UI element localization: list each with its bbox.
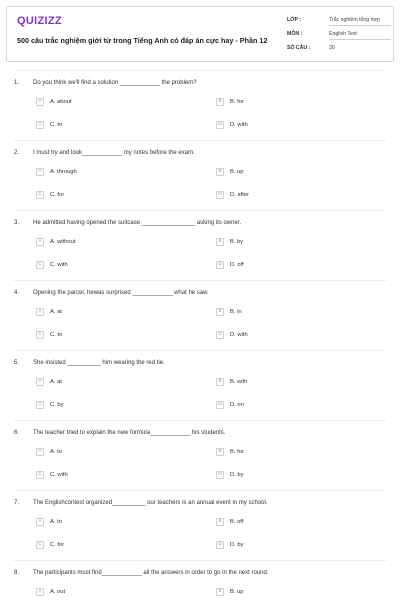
option-letter-box: B (216, 588, 224, 596)
question-text: I must try and look____________ my notes before the exam. (33, 150, 195, 156)
question-number: 1. (14, 80, 20, 86)
option-text: D. with (230, 332, 248, 338)
option-a[interactable] (36, 448, 62, 456)
option-letter-box: A (36, 518, 44, 526)
question-text: The teacher tried to explain the new formula____________ his students. (33, 430, 226, 436)
option-text: B. for (230, 449, 244, 455)
option-text: D. after (230, 192, 250, 198)
option-c[interactable] (36, 471, 68, 479)
option-b[interactable] (216, 588, 244, 596)
option-text: C. to (50, 122, 63, 128)
option-c[interactable] (36, 331, 62, 339)
option-d[interactable] (216, 401, 244, 409)
worksheet-title: 500 câu trắc nghiệm giới từ trong Tiếng Anh có đáp án cực hay - Phần 12 (17, 36, 268, 45)
option-a[interactable] (36, 98, 72, 106)
option-text: C. with (50, 472, 68, 478)
option-letter-box: A (36, 168, 44, 176)
option-c[interactable] (36, 401, 64, 409)
option-a[interactable] (36, 518, 62, 526)
option-letter-box: B (216, 308, 224, 316)
option-letter-box: C (36, 471, 44, 479)
option-text: D. by (230, 472, 244, 478)
option-text: B. by (230, 239, 244, 245)
option-letter-box: D (216, 121, 224, 129)
option-letter-box: B (216, 378, 224, 386)
option-a[interactable] (36, 378, 62, 386)
option-text: B. with (230, 379, 248, 385)
meta-row-subject (287, 29, 391, 43)
option-c[interactable] (36, 261, 68, 269)
question-item (0, 140, 400, 210)
option-letter-box: A (36, 448, 44, 456)
option-b[interactable] (216, 518, 243, 526)
option-a[interactable] (36, 238, 75, 246)
option-letter-box: C (36, 121, 44, 129)
option-c[interactable] (36, 191, 64, 199)
meta-value: English Test (329, 31, 391, 40)
option-letter-box: D (216, 331, 224, 339)
question-text: Opening the parcel, hewas surprised ____________ what he saw. (33, 290, 209, 296)
option-b[interactable] (216, 308, 242, 316)
option-letter-box: A (36, 378, 44, 386)
question-text: The Englishcontest organized__________ our teachers is an annual event in my school. (33, 500, 268, 506)
question-item (0, 560, 400, 600)
question-number: 7. (14, 500, 20, 506)
question-number: 4. (14, 290, 20, 296)
option-letter-box: C (36, 261, 44, 269)
divider (14, 70, 386, 71)
option-text: C. for (50, 192, 65, 198)
option-b[interactable] (216, 448, 244, 456)
option-text: D. with (230, 122, 248, 128)
question-text: Do you think we'll find a solution ____________ the problem? (33, 80, 197, 86)
option-c[interactable] (36, 541, 64, 549)
option-letter-box: D (216, 191, 224, 199)
option-text: A. to (50, 449, 62, 455)
divider (14, 420, 386, 421)
question-item (0, 70, 400, 140)
option-b[interactable] (216, 238, 243, 246)
option-a[interactable] (36, 588, 65, 596)
divider (14, 140, 386, 141)
question-number: 5. (14, 360, 20, 366)
option-text: A. without (50, 239, 76, 245)
question-number: 6. (14, 430, 20, 436)
option-letter-box: A (36, 308, 44, 316)
option-text: D. on (230, 402, 244, 408)
option-d[interactable] (216, 471, 244, 479)
divider (14, 210, 386, 211)
meta-info (287, 15, 391, 57)
option-d[interactable] (216, 261, 244, 269)
meta-row-count (287, 43, 391, 57)
option-letter-box: A (36, 98, 44, 106)
option-text: C. to (50, 332, 63, 338)
option-b[interactable] (216, 98, 244, 106)
option-text: B. off (230, 519, 244, 525)
option-text: A. out (50, 589, 66, 595)
divider (14, 490, 386, 491)
worksheet-header (6, 6, 394, 62)
option-letter-box: B (216, 238, 224, 246)
divider (14, 350, 386, 351)
option-letter-box: D (216, 401, 224, 409)
option-c[interactable] (36, 121, 62, 129)
option-text: B. for (230, 99, 244, 105)
option-text: A. about (50, 99, 72, 105)
option-text: D. off (230, 262, 244, 268)
option-text: A. at (50, 309, 62, 315)
option-letter-box: D (216, 541, 224, 549)
option-b[interactable] (216, 168, 244, 176)
option-b[interactable] (216, 378, 247, 386)
option-text: A. to (50, 519, 62, 525)
meta-value: Trắc nghiệm tổng hợp (329, 17, 391, 26)
option-letter-box: A (36, 238, 44, 246)
option-a[interactable] (36, 308, 62, 316)
divider (14, 560, 386, 561)
option-text: C. by (50, 402, 64, 408)
option-text: B. in (230, 309, 242, 315)
option-text: D. by (230, 542, 244, 548)
option-letter-box: D (216, 261, 224, 269)
option-letter-box: C (36, 331, 44, 339)
meta-row-class (287, 15, 391, 29)
question-text: He admitted having opened the suitcase ________________ asking its owner. (33, 220, 242, 226)
option-letter-box: B (216, 98, 224, 106)
question-item (0, 490, 400, 560)
question-number: 2. (14, 150, 20, 156)
option-text: C. for (50, 542, 65, 548)
question-list (0, 70, 400, 600)
option-d[interactable] (216, 191, 249, 199)
question-number: 3. (14, 220, 20, 226)
question-number: 8. (14, 570, 20, 576)
option-d[interactable] (216, 331, 248, 339)
question-item (0, 280, 400, 350)
option-d[interactable] (216, 541, 244, 549)
meta-label: SỐ CÂU : (287, 45, 311, 51)
option-letter-box: B (216, 448, 224, 456)
question-item (0, 420, 400, 490)
question-item (0, 210, 400, 280)
option-text: B. up (230, 589, 244, 595)
option-letter-box: A (36, 588, 44, 596)
option-d[interactable] (216, 121, 248, 129)
option-letter-box: C (36, 401, 44, 409)
question-text: She insisted __________ him wearing the red tie. (33, 360, 165, 366)
question-text: The participants must find____________ all the answers in order to go in the next round. (33, 570, 269, 576)
option-text: B. up (230, 169, 244, 175)
option-letter-box: C (36, 191, 44, 199)
option-letter-box: B (216, 168, 224, 176)
option-text: A. through (50, 169, 77, 175)
meta-label: LỚP : (287, 17, 302, 23)
question-item (0, 350, 400, 420)
meta-label: MÔN : (287, 31, 303, 37)
quizizz-logo: QUIZIZZ (17, 15, 62, 27)
option-text: C. with (50, 262, 68, 268)
meta-value: 30 (329, 45, 335, 51)
option-letter-box: C (36, 541, 44, 549)
divider (14, 280, 386, 281)
option-letter-box: B (216, 518, 224, 526)
option-letter-box: D (216, 471, 224, 479)
option-a[interactable] (36, 168, 77, 176)
option-text: A. at (50, 379, 62, 385)
